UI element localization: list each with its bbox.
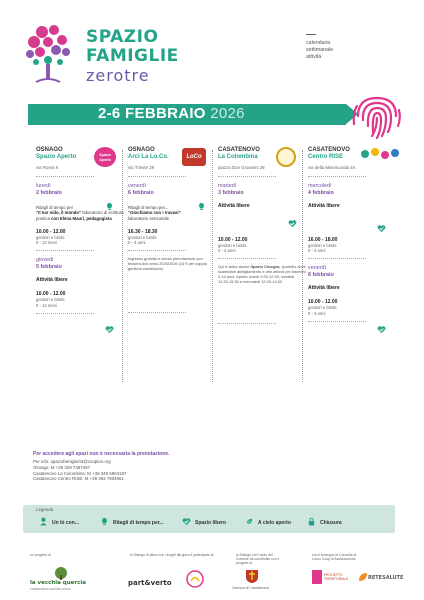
venue-town: OSNAGO bbox=[128, 147, 155, 153]
retesalute-name: RETESALUTE bbox=[368, 575, 404, 581]
venue-column-la-colombina bbox=[218, 147, 306, 385]
session-day: venerdì bbox=[128, 183, 146, 189]
legend-label: Ritagli di tempo per... bbox=[113, 520, 164, 526]
partoverto-logo: part&verto bbox=[128, 579, 172, 587]
session-date: 5 febbraio bbox=[36, 264, 62, 271]
session-date: 4 febbraio bbox=[308, 190, 334, 196]
venue-town: CASATENOVO bbox=[308, 147, 350, 153]
note-text: Qui è attivo anche bbox=[218, 264, 251, 270]
lightbulb-icon bbox=[197, 202, 206, 211]
activity-intro: Ritagli di tempo per... bbox=[128, 205, 169, 210]
venue-address: via Trieste 29 bbox=[128, 165, 155, 170]
session-age: 0 - 3 anni bbox=[308, 248, 326, 254]
colombina-badge-logo bbox=[276, 147, 296, 167]
fingerprint-icon bbox=[348, 92, 406, 142]
session-activity: Attività libere bbox=[36, 277, 68, 284]
heart-check-icon bbox=[377, 224, 386, 233]
legend-title: Legenda bbox=[36, 507, 54, 512]
legend-label: Spazio libero bbox=[195, 520, 227, 526]
leaf-icon bbox=[245, 517, 254, 526]
session-time: 10.00 - 12.00 bbox=[218, 237, 248, 243]
heart-check-icon bbox=[288, 219, 297, 228]
footer-caption: un progetto di bbox=[30, 553, 51, 557]
heart-check-icon bbox=[105, 325, 114, 334]
logo-title-line1: SPAZIO bbox=[86, 27, 159, 47]
progetto-name: PROGETTO TERRITORIALE bbox=[324, 573, 349, 582]
divider bbox=[308, 321, 366, 322]
baby-icon bbox=[39, 517, 48, 526]
lightbulb-icon bbox=[100, 517, 109, 526]
lightbulb-icon bbox=[105, 202, 114, 211]
session-time: 10.00 - 12.00 bbox=[36, 228, 66, 235]
info-headline: Per accedere agli spazi non è necessaria la prenotazione. bbox=[33, 451, 170, 457]
logo-title-line2: FAMIGLIE bbox=[86, 46, 179, 66]
activity-intro: Ritagli di tempo per bbox=[36, 205, 74, 210]
activity-title: “Giochiamo con i travasi” bbox=[128, 210, 181, 216]
info-phone-osnago: Osnago: M +39 329 7487497 bbox=[33, 464, 91, 470]
activity-desc: laboratorio di scrittura poetica bbox=[36, 210, 124, 221]
spazio-aperto-badge-logo: Spazio Aperto bbox=[94, 147, 116, 167]
rise-badge-logo bbox=[360, 146, 400, 162]
activity-title: “Il tuo nido, il mondo” bbox=[36, 210, 82, 216]
footer-caption: in Dialogo con l'aiuto del Comune da coordinato con il progetto di bbox=[236, 553, 280, 566]
session-age: 0 - 3 anni bbox=[218, 248, 236, 254]
session-time: 10.00 - 12.00 bbox=[308, 299, 338, 306]
venue-name: Arci La Lo.Co. bbox=[128, 154, 169, 160]
session-activity: Attività libere bbox=[308, 285, 340, 292]
divider bbox=[128, 250, 186, 251]
venue-name: La Colombina bbox=[218, 154, 258, 160]
info-phone-rise: Casatenovo Centro RISE: M +39 393 7804661 bbox=[33, 476, 124, 482]
loco-badge-logo: LoCo bbox=[182, 148, 206, 166]
session-time: 10.00 - 12.00 bbox=[36, 291, 66, 298]
note-text: , sportello dove scambiare abbigliamento e altri articoli per bambini 0-14 anni. Aperto lunedì 9.00-12.00, martedì 13.30-15.30 e mercoledì 12.00-14.00 bbox=[218, 264, 306, 285]
session-activity: Attività libere bbox=[308, 203, 340, 209]
divider bbox=[218, 323, 276, 324]
venue-column-arci-loco bbox=[128, 147, 216, 385]
divider bbox=[128, 176, 186, 177]
comune-crest-icon bbox=[245, 568, 259, 584]
venue-name: Centro RISE bbox=[308, 154, 344, 160]
session-date: 6 febbraio bbox=[128, 190, 154, 196]
divider bbox=[308, 258, 366, 259]
divider bbox=[128, 312, 186, 313]
vecchia-quercia-name: la vecchia quercia bbox=[30, 580, 86, 586]
vecchia-quercia-logo bbox=[44, 566, 78, 580]
footer-caption: in gioco il partecipato di bbox=[178, 553, 214, 557]
venue-name: Spazio Aperto bbox=[36, 154, 77, 160]
info-section bbox=[33, 451, 273, 482]
venue-town: CASATENOVO bbox=[218, 147, 260, 153]
session-date: 6 febbraio bbox=[308, 272, 334, 279]
calendar-label-2: settimanale bbox=[306, 47, 334, 53]
padlock-icon bbox=[307, 517, 316, 526]
venue-note: Ingresso gratuito e senza prenotazione con tessera Arci anno 2025/2026 (15 € per coppia genitore-bambino/a) bbox=[128, 256, 207, 272]
footer-caption: in Dialogo di attivo con i luoghi di bbox=[130, 553, 180, 557]
progetto-logo-icon bbox=[312, 570, 322, 584]
venue-town: OSNAGO bbox=[36, 147, 63, 153]
session-day: venerdì bbox=[308, 265, 326, 272]
calendar-label-3: attività bbox=[306, 54, 322, 60]
heart-check-icon bbox=[377, 325, 386, 334]
session-day: lunedì bbox=[36, 183, 51, 189]
legend-label: A cielo aperto bbox=[258, 520, 291, 526]
divider bbox=[36, 176, 94, 177]
heart-check-icon bbox=[182, 517, 191, 526]
session-activity: Attività libere bbox=[218, 203, 250, 209]
retesalute-leaf-icon bbox=[358, 572, 368, 582]
banner-date-year: 2026 bbox=[210, 105, 245, 122]
venue-column-centro-rise bbox=[308, 147, 396, 385]
session-time: 16.00 - 18.00 bbox=[308, 237, 338, 243]
cooperativa-logo bbox=[186, 570, 204, 588]
vecchia-quercia-sub: cooperativa sociale onlus bbox=[30, 587, 71, 591]
logo-title-line3: zerotre bbox=[86, 66, 150, 85]
session-audience: genitori e bimbi bbox=[36, 297, 65, 303]
session-audience: genitori e bimbi bbox=[36, 234, 65, 240]
session-age: 0 - 3 anni bbox=[308, 310, 326, 316]
footer-caption: con il sostegno di Consulta di Lecco Coop di Assicurazione bbox=[312, 553, 357, 562]
legend-box bbox=[23, 505, 395, 533]
comune-name: Comune di Casatenovo bbox=[232, 586, 270, 590]
session-audience: genitori e bimbi bbox=[128, 234, 157, 240]
banner-date-bold: 2-6 FEBBRAIO bbox=[98, 105, 206, 122]
session-age: 0 - 12 mesi bbox=[36, 240, 57, 246]
session-audience: genitori e bimbi bbox=[218, 243, 247, 248]
info-phone-colombina: Casatenovo La Colombina: M +39 349 6904187 bbox=[33, 470, 127, 476]
activity-with: con Elena Mauri, pedagogista bbox=[51, 215, 112, 221]
venue-note bbox=[218, 265, 306, 285]
divider bbox=[218, 176, 276, 177]
venue-column-spazio-aperto bbox=[36, 147, 124, 385]
venue-address: via Roma 6 bbox=[36, 165, 59, 170]
session-date: 2 febbraio bbox=[36, 190, 62, 196]
session-age: 0 - 3 anni bbox=[128, 240, 146, 246]
venue-address: piazza Don Giovanni 28 bbox=[218, 165, 265, 170]
venue-address: via della Misericordia 4A bbox=[308, 165, 356, 170]
session-day: martedì bbox=[218, 183, 237, 189]
session-audience: genitori e bimbi bbox=[308, 305, 337, 311]
divider bbox=[308, 176, 366, 177]
session-age: 0 - 12 mesi bbox=[36, 302, 57, 308]
banner-date bbox=[98, 105, 245, 122]
session-audience: genitori e bimbi bbox=[308, 243, 337, 248]
divider bbox=[218, 258, 276, 259]
session-date: 3 febbraio bbox=[218, 190, 244, 196]
note-highlight: Spazio Cicogna bbox=[250, 264, 280, 270]
legend-label: Un tè con... bbox=[52, 520, 79, 526]
info-email: Per info: spaziofamiglie03@cooptvo.org bbox=[33, 459, 111, 464]
activity-desc: laboratorio sensoriale bbox=[128, 215, 170, 221]
legend-label: Chiusura bbox=[320, 520, 342, 526]
calendar-label-1: calendario bbox=[306, 40, 331, 46]
session-time: 16.30 - 18.30 bbox=[128, 228, 158, 235]
session-day: giovedì bbox=[36, 257, 54, 264]
calendar-dash bbox=[306, 34, 316, 35]
divider bbox=[36, 313, 94, 314]
tree-logo-icon bbox=[22, 20, 78, 86]
divider bbox=[36, 250, 94, 251]
session-day: mercoledì bbox=[308, 183, 332, 189]
